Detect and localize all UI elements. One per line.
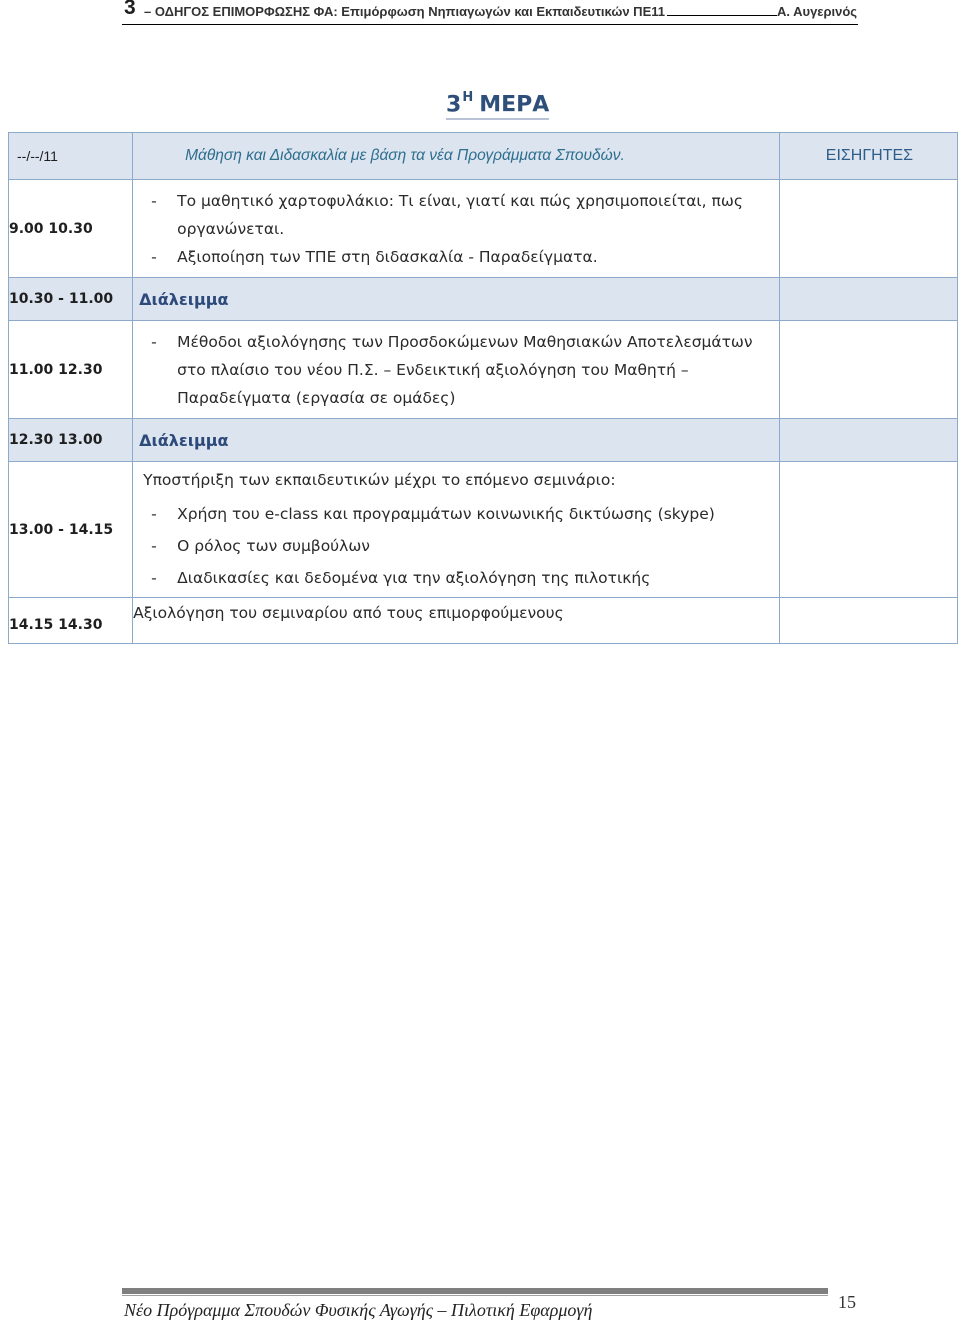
session-row xyxy=(9,598,958,644)
session-content xyxy=(133,321,780,419)
session-content xyxy=(133,180,780,278)
day-number: 3 xyxy=(446,92,462,118)
session-lecturer-cell xyxy=(779,180,957,278)
header-lecturers: ΕΙΣΗΓΗΤΕΣ xyxy=(779,133,957,180)
day-superscript: Η xyxy=(462,90,474,105)
session-row xyxy=(9,321,958,419)
session-content xyxy=(133,462,780,598)
session-lecturer-cell xyxy=(779,462,957,598)
break-label: Διάλειμμα xyxy=(133,278,780,321)
header-date: --/--/11 xyxy=(9,133,133,180)
break-row xyxy=(9,278,958,321)
session-time: 14.15 14.30 xyxy=(9,598,133,644)
footer-title: Νέο Πρόγραμμα Σπουδών Φυσικής Αγωγής – Πιλοτική Εφαρμογή xyxy=(124,1300,593,1320)
session-row xyxy=(9,180,958,278)
header-chapter-number: 3 xyxy=(124,0,136,19)
session-item: - Μέθοδοι αξιολόγησης των Προσδοκώμενων Μαθησιακών Αποτελεσμάτων στο πλαίσιο του νέου Π.Σ. – Ενδεικτική αξιολόγηση του Μαθητή – Παραδείγματα (εργασία σε ομάδες) xyxy=(151,328,757,412)
header-title xyxy=(144,4,857,19)
break-time: 10.30 - 11.00 xyxy=(9,278,133,321)
day-title-underline xyxy=(446,118,549,120)
session-text: Αξιολόγηση του σεμιναρίου από τους επιμορφούμενους xyxy=(133,598,780,644)
header-title-text: – ΟΔΗΓΟΣ ΕΠΙΜΟΡΦΩΣΗΣ ΦΑ: Επιμόρφωση Νηπιαγωγών και Εκπαιδευτικών ΠΕ11 xyxy=(144,4,665,19)
day-word: ΜΕΡΑ xyxy=(479,92,550,118)
footer-rule-thin xyxy=(122,1295,828,1296)
session-item: - Το μαθητικό χαρτοφυλάκιο: Τι είναι, γιατί και πώς χρησιμοποιείται, πως οργανώνεται. xyxy=(151,187,757,243)
break-time: 12.30 13.00 xyxy=(9,419,133,462)
schedule-table xyxy=(8,132,958,644)
break-row xyxy=(9,419,958,462)
break-label: Διάλειμμα xyxy=(133,419,780,462)
header-rule xyxy=(667,15,777,16)
schedule-header-row xyxy=(9,133,958,180)
session-item: - Διαδικασίες και δεδομένα για την αξιολόγηση της πιλοτικής xyxy=(151,562,779,594)
session-row xyxy=(9,462,958,598)
session-item: - Ο ρόλος των συμβούλων xyxy=(151,530,779,562)
day-title xyxy=(446,92,549,117)
session-time: 9.00 10.30 xyxy=(9,180,133,278)
running-header xyxy=(122,0,858,25)
header-author: Α. Αυγερινός xyxy=(776,4,858,19)
session-item: - Αξιοποίηση των ΤΠΕ στη διδασκαλία - Παραδείγματα. xyxy=(151,243,779,271)
session-time: 13.00 - 14.15 xyxy=(9,462,133,598)
break-lecturer-cell xyxy=(779,278,957,321)
break-lecturer-cell xyxy=(779,419,957,462)
session-intro: Υποστήριξη των εκπαιδευτικών μέχρι το επόμενο σεμινάριο: xyxy=(143,470,616,489)
session-item: - Χρήση του e-class και προγραμμάτων κοινωνικής δικτύωσης (skype) xyxy=(151,498,779,530)
footer-rule xyxy=(122,1288,828,1294)
page-number: 15 xyxy=(838,1292,856,1312)
session-lecturer-cell xyxy=(779,321,957,419)
header-topic: Μάθηση και Διδασκαλία με βάση τα νέα Προγράμματα Σπουδών. xyxy=(133,133,780,180)
session-time: 11.00 12.30 xyxy=(9,321,133,419)
session-lecturer-cell xyxy=(779,598,957,644)
